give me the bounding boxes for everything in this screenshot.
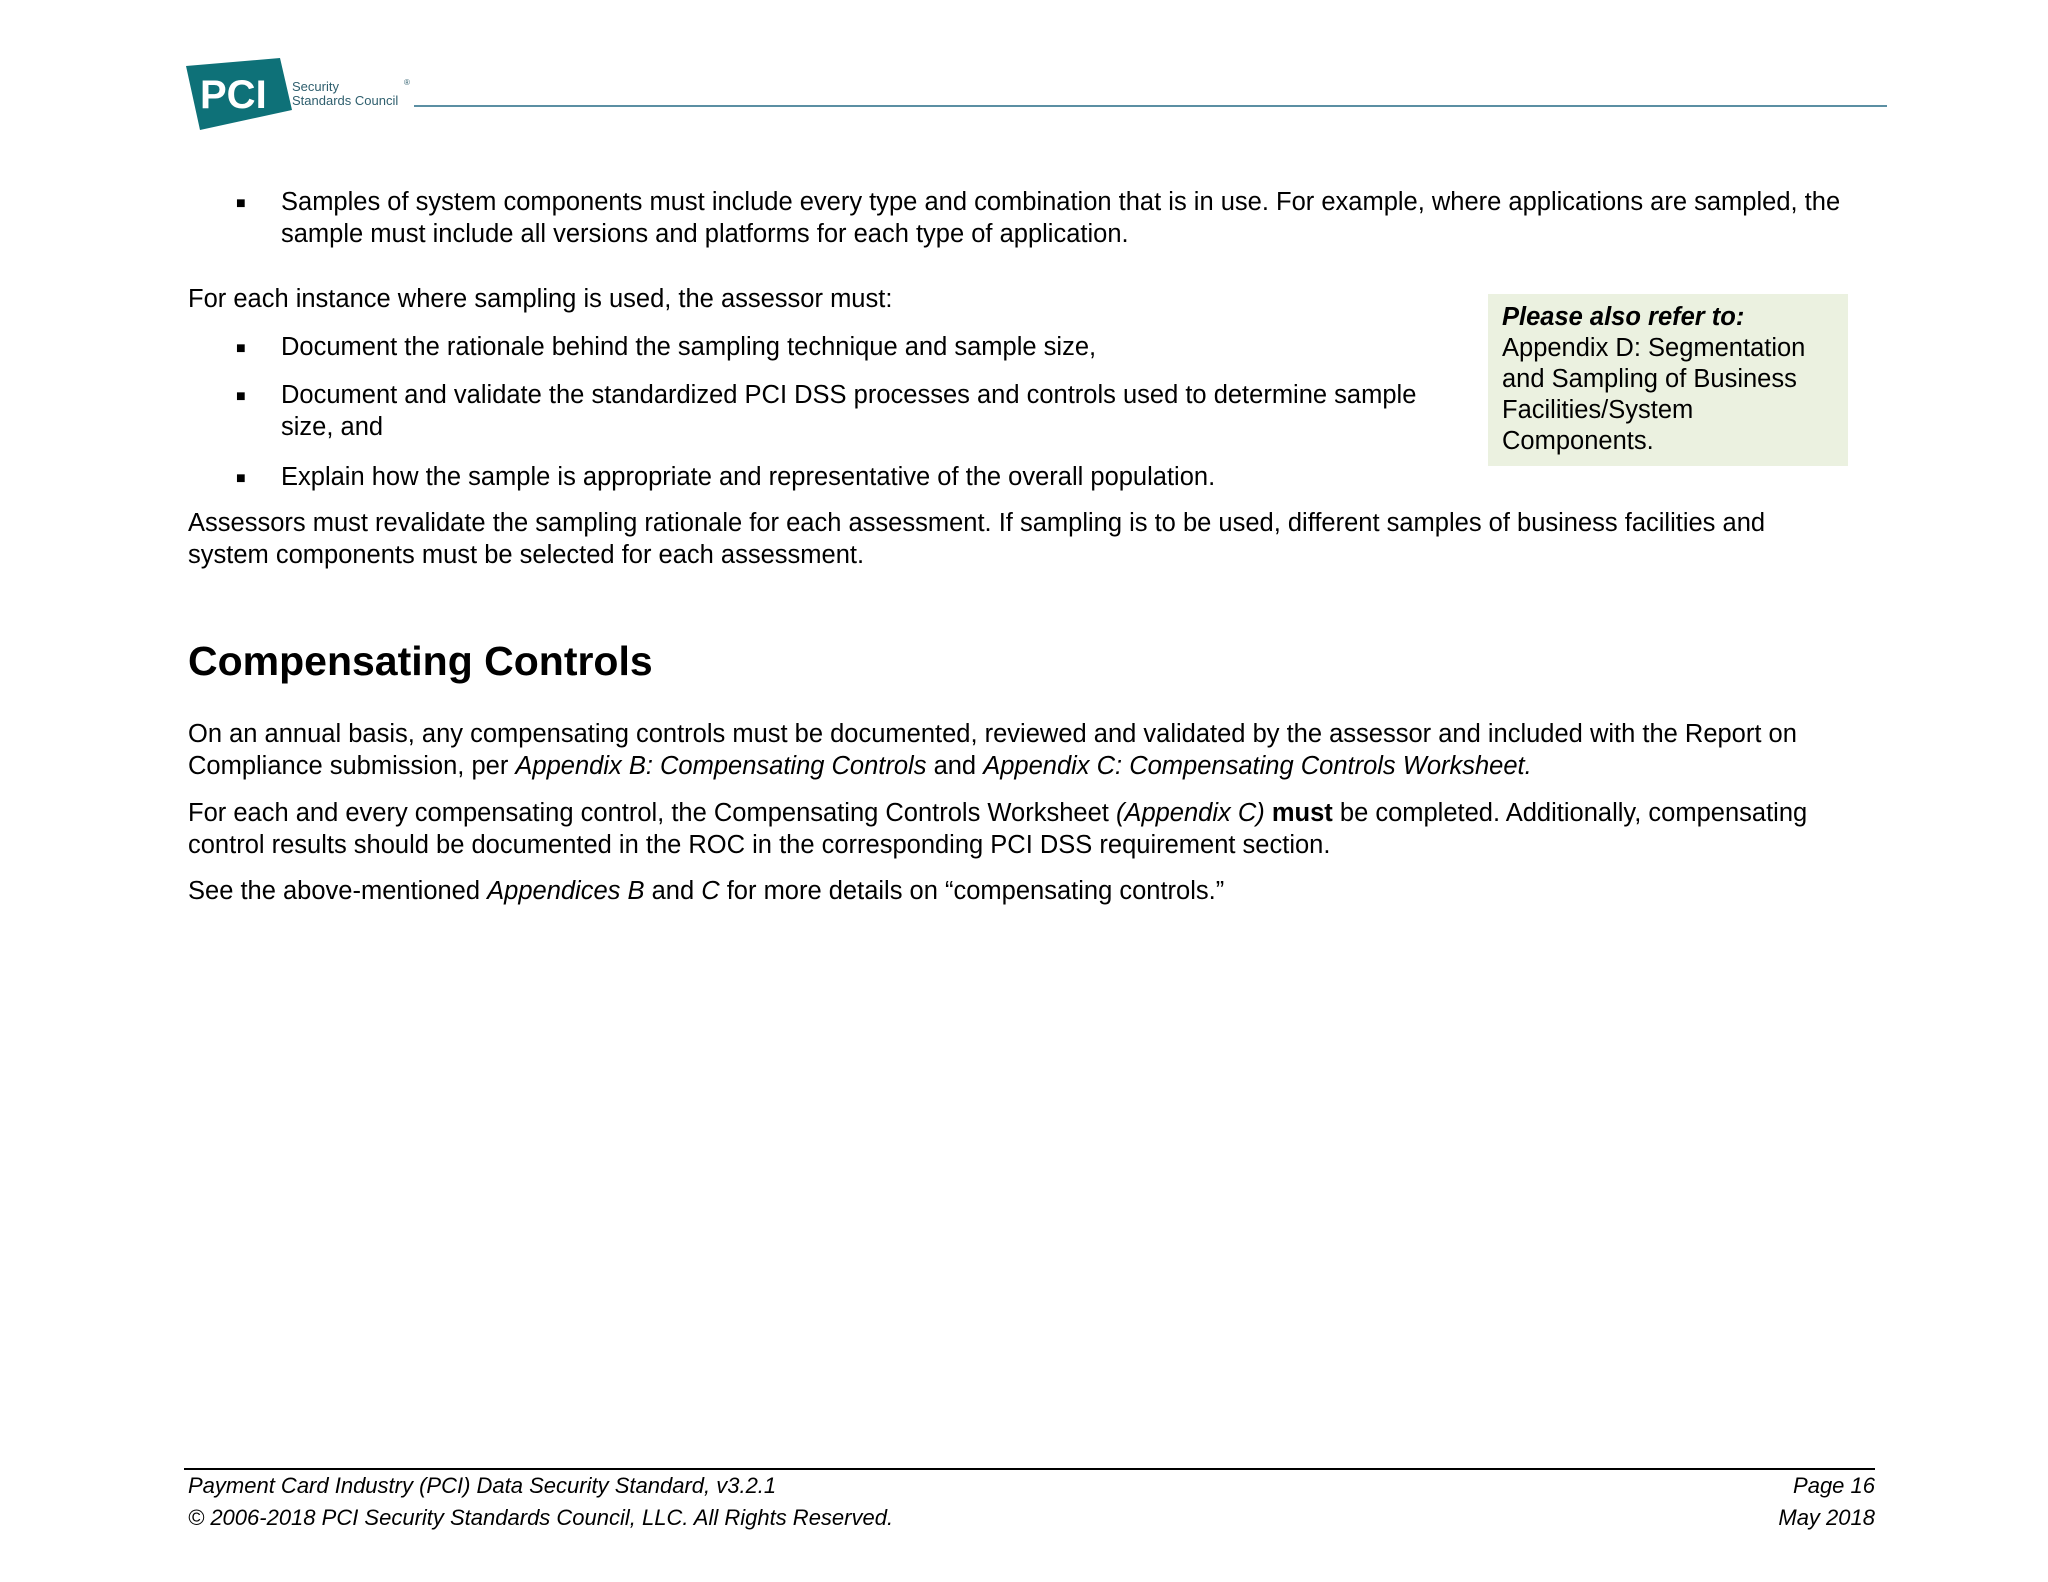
callout-body: Appendix D: Segmentation and Sampling of Business Facilities/System Components.	[1502, 334, 1806, 455]
callout-title: Please also refer to:	[1502, 303, 1745, 331]
p2-rest: be completed. Additionally, compensating control results should be documented in the ROC in the corresponding PCI DSS requirement section.	[188, 799, 1808, 859]
bullet-explain-sample: Explain how the sample is appropriate and representative of the overall population.	[281, 463, 1216, 491]
footer-page-number: Page 16	[1793, 1473, 1875, 1498]
p2-appendix-c: (Appendix C)	[1115, 799, 1265, 827]
p1-appendix-b: Appendix B: Compensating Controls	[515, 752, 927, 780]
bullet-sample-components: Samples of system components must include every type and combination that is in use. For example, where applications are sampled, the sample must include all versions and platforms for each type of application.	[281, 188, 1841, 248]
logo-mark-text: PCI	[200, 73, 267, 117]
sampling-intro: For each instance where sampling is used, the assessor must:	[188, 285, 893, 313]
p1-text: On an annual basis, any compensating controls must be documented, reviewed and validated by the assessor and included with the Report on Compliance submission, per	[188, 720, 1797, 780]
refer-to-callout	[1488, 294, 1848, 466]
logo-line-council: Standards Council	[292, 93, 399, 108]
bullet-marker: ■	[236, 470, 246, 487]
bullet-validate-processes: Document and validate the standardized PCI DSS processes and controls used to determine sample size, and	[281, 381, 1417, 441]
compensating-paragraph-3	[188, 875, 1878, 907]
footer-date: May 2018	[1778, 1505, 1875, 1530]
sampling-closing-paragraph: Assessors must revalidate the sampling rationale for each assessment. If sampling is to be used, different samples of business facilities and system components must be selected for each assessment.	[188, 509, 1766, 569]
p3-appendices-b: Appendices B	[487, 877, 645, 905]
p3-text: See the above-mentioned	[188, 877, 488, 905]
p1-appendix-c: Appendix C: Compensating Controls Worksheet.	[983, 752, 1532, 780]
compensating-paragraph-1	[188, 718, 1878, 782]
bullet-marker: ■	[236, 195, 246, 212]
footer-copyright: © 2006-2018 PCI Security Standards Council, LLC. All Rights Reserved.	[188, 1505, 894, 1530]
pci-logo-mark	[186, 58, 296, 134]
p3-and: and	[644, 877, 702, 905]
bullet-document-rationale: Document the rationale behind the sampling technique and sample size,	[281, 333, 1097, 361]
p3-rest: for more details on “compensating controls.”	[719, 877, 1225, 905]
p2-space	[1265, 799, 1272, 827]
p3-c: C	[701, 877, 720, 905]
bullet-marker: ■	[236, 388, 246, 405]
logo-line-security: Security	[292, 79, 339, 94]
logo-registered-mark: ®	[404, 78, 410, 87]
section-heading: Compensating Controls	[188, 638, 653, 684]
p2-must: must	[1271, 799, 1333, 827]
p2-text: For each and every compensating control, the Compensating Controls Worksheet	[188, 799, 1116, 827]
pci-logo	[186, 58, 416, 134]
p1-and: and	[926, 752, 984, 780]
footer-divider	[184, 1468, 1875, 1470]
footer-standard-title: Payment Card Industry (PCI) Data Security Standard, v3.2.1	[188, 1473, 777, 1498]
compensating-paragraph-2	[188, 797, 1878, 861]
header-divider	[414, 105, 1887, 107]
bullet-marker: ■	[236, 340, 246, 357]
logo-wordmark	[292, 80, 398, 108]
